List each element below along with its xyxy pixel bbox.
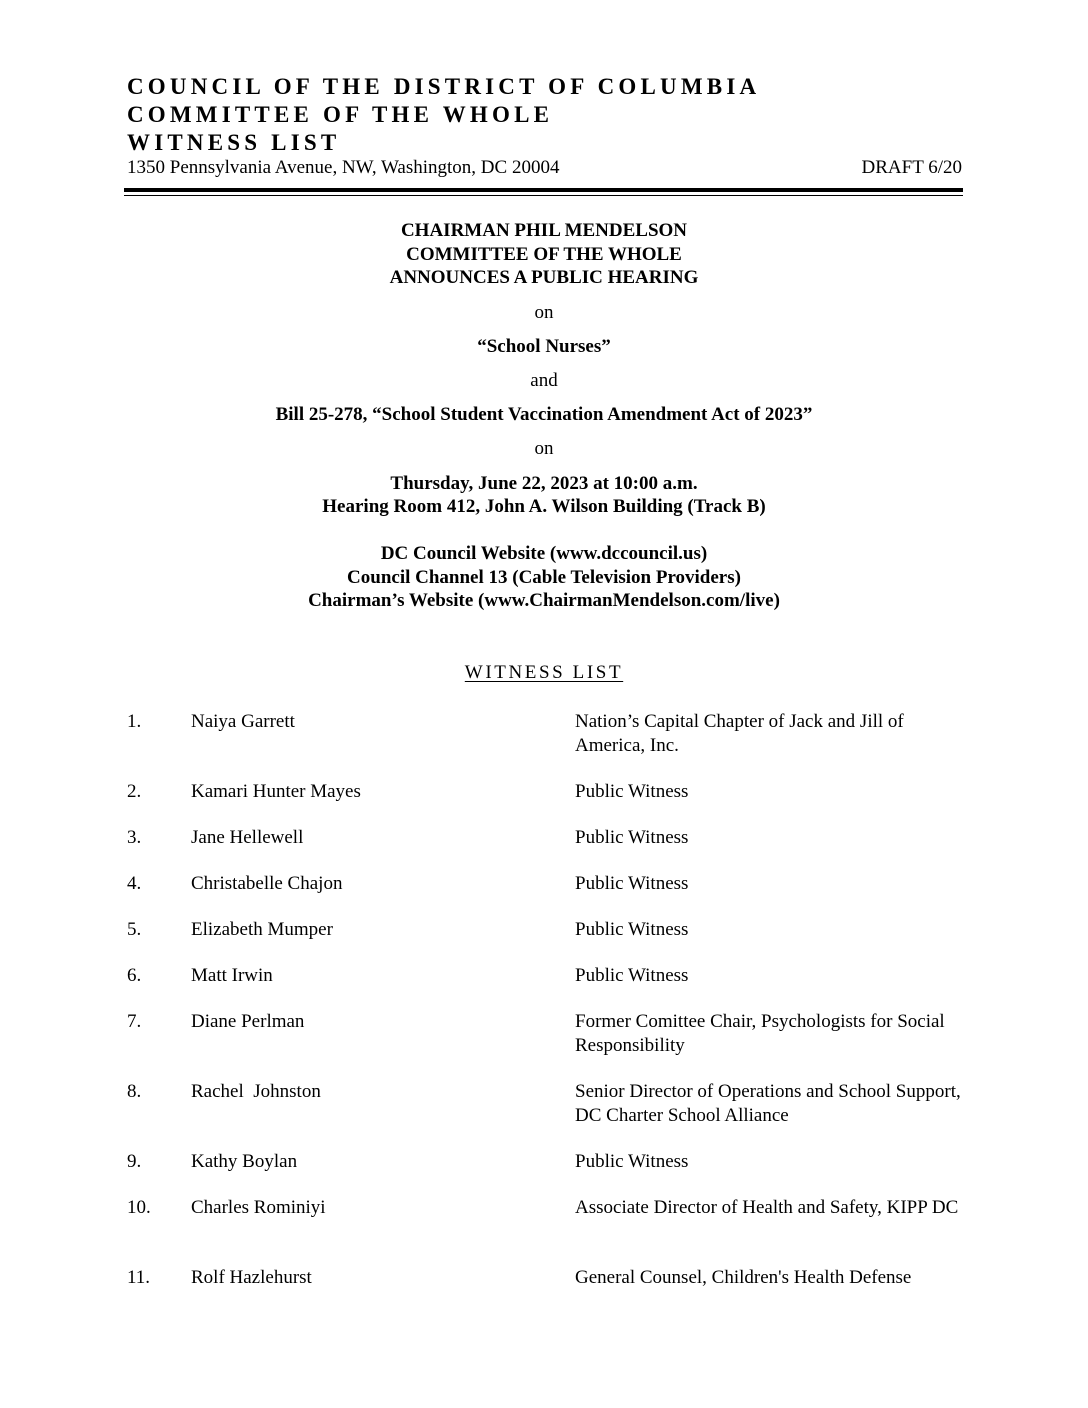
witness-affiliation: General Counsel, Children's Health Defense: [575, 1267, 912, 1288]
announcement-heading: ANNOUNCES A PUBLIC HEARING: [389, 267, 699, 288]
witness-affiliation: Public Witness: [575, 873, 689, 894]
witness-number: 9.: [127, 1151, 142, 1172]
witness-name: Kathy Boylan: [191, 1151, 298, 1172]
witness-number: 4.: [127, 873, 142, 894]
hearing-datetime: Thursday, June 22, 2023 at 10:00 a.m.: [390, 473, 698, 494]
witness-affiliation: Public Witness: [575, 919, 689, 940]
witness-number: 1.: [127, 711, 142, 732]
council-title: COUNCIL OF THE DISTRICT OF COLUMBIA: [127, 74, 761, 99]
on-text: on: [534, 302, 554, 323]
committee-title: COMMITTEE OF THE WHOLE: [127, 102, 554, 127]
address: 1350 Pennsylvania Avenue, NW, Washington, DC 20004: [127, 157, 560, 178]
witness-number: 3.: [127, 827, 142, 848]
witness-number: 8.: [127, 1081, 142, 1102]
witness-number: 11.: [127, 1267, 151, 1288]
witness-name: Charles Rominiyi: [191, 1197, 326, 1218]
bill-title: Bill 25-278, “School Student Vaccination Amendment Act of 2023”: [275, 404, 813, 425]
document-title: WITNESS LIST: [127, 130, 341, 155]
witness-affiliation: Nation’s Capital Chapter of Jack and Jill of America, Inc.: [575, 711, 904, 756]
header-rule-thin: [124, 195, 963, 196]
witness-number: 6.: [127, 965, 142, 986]
and-text: and: [530, 370, 558, 391]
witness-name: Rolf Hazlehurst: [191, 1267, 312, 1288]
witness-name: Diane Perlman: [191, 1011, 305, 1032]
broadcast-website: DC Council Website (www.dccouncil.us): [380, 543, 708, 564]
witness-affiliation: Senior Director of Operations and School Support, DC Charter School Alliance: [575, 1081, 961, 1126]
witness-name: Matt Irwin: [191, 965, 273, 986]
witness-number: 7.: [127, 1011, 142, 1032]
announcement-committee: COMMITTEE OF THE WHOLE: [406, 244, 682, 265]
header-rule-thick: [124, 188, 963, 192]
witness-affiliation: Public Witness: [575, 1151, 689, 1172]
broadcast-chairman-site: Chairman’s Website (www.ChairmanMendelson.com/live): [308, 590, 780, 611]
witness-list-title: WITNESS LIST: [464, 662, 624, 683]
witness-number: 5.: [127, 919, 142, 940]
witness-affiliation: Public Witness: [575, 781, 689, 802]
witness-number: 2.: [127, 781, 142, 802]
witness-number: 10.: [127, 1197, 151, 1218]
address-row: [127, 156, 962, 180]
broadcast-channel: Council Channel 13 (Cable Television Providers): [347, 567, 741, 588]
hearing-topic: “School Nurses”: [477, 336, 611, 357]
witness-name: Kamari Hunter Mayes: [191, 781, 361, 802]
witness-affiliation: Former Comittee Chair, Psychologists for Social Responsibility: [575, 1011, 945, 1056]
witness-name: Christabelle Chajon: [191, 873, 343, 894]
witness-affiliation: Public Witness: [575, 827, 689, 848]
witness-name: Jane Hellewell: [191, 827, 304, 848]
draft-label: DRAFT 6/20: [861, 157, 962, 178]
witness-name: Naiya Garrett: [191, 711, 295, 732]
hearing-location: Hearing Room 412, John A. Wilson Building (Track B): [322, 496, 766, 517]
witness-affiliation: Public Witness: [575, 965, 689, 986]
witness-name: Elizabeth Mumper: [191, 919, 333, 940]
witness-affiliation: Associate Director of Health and Safety, KIPP DC: [575, 1197, 959, 1218]
announcement-chairman: CHAIRMAN PHIL MENDELSON: [400, 220, 688, 241]
on-text: on: [534, 438, 554, 459]
witness-list-heading: [0, 661, 1088, 685]
witness-name: Rachel Johnston: [191, 1081, 321, 1102]
